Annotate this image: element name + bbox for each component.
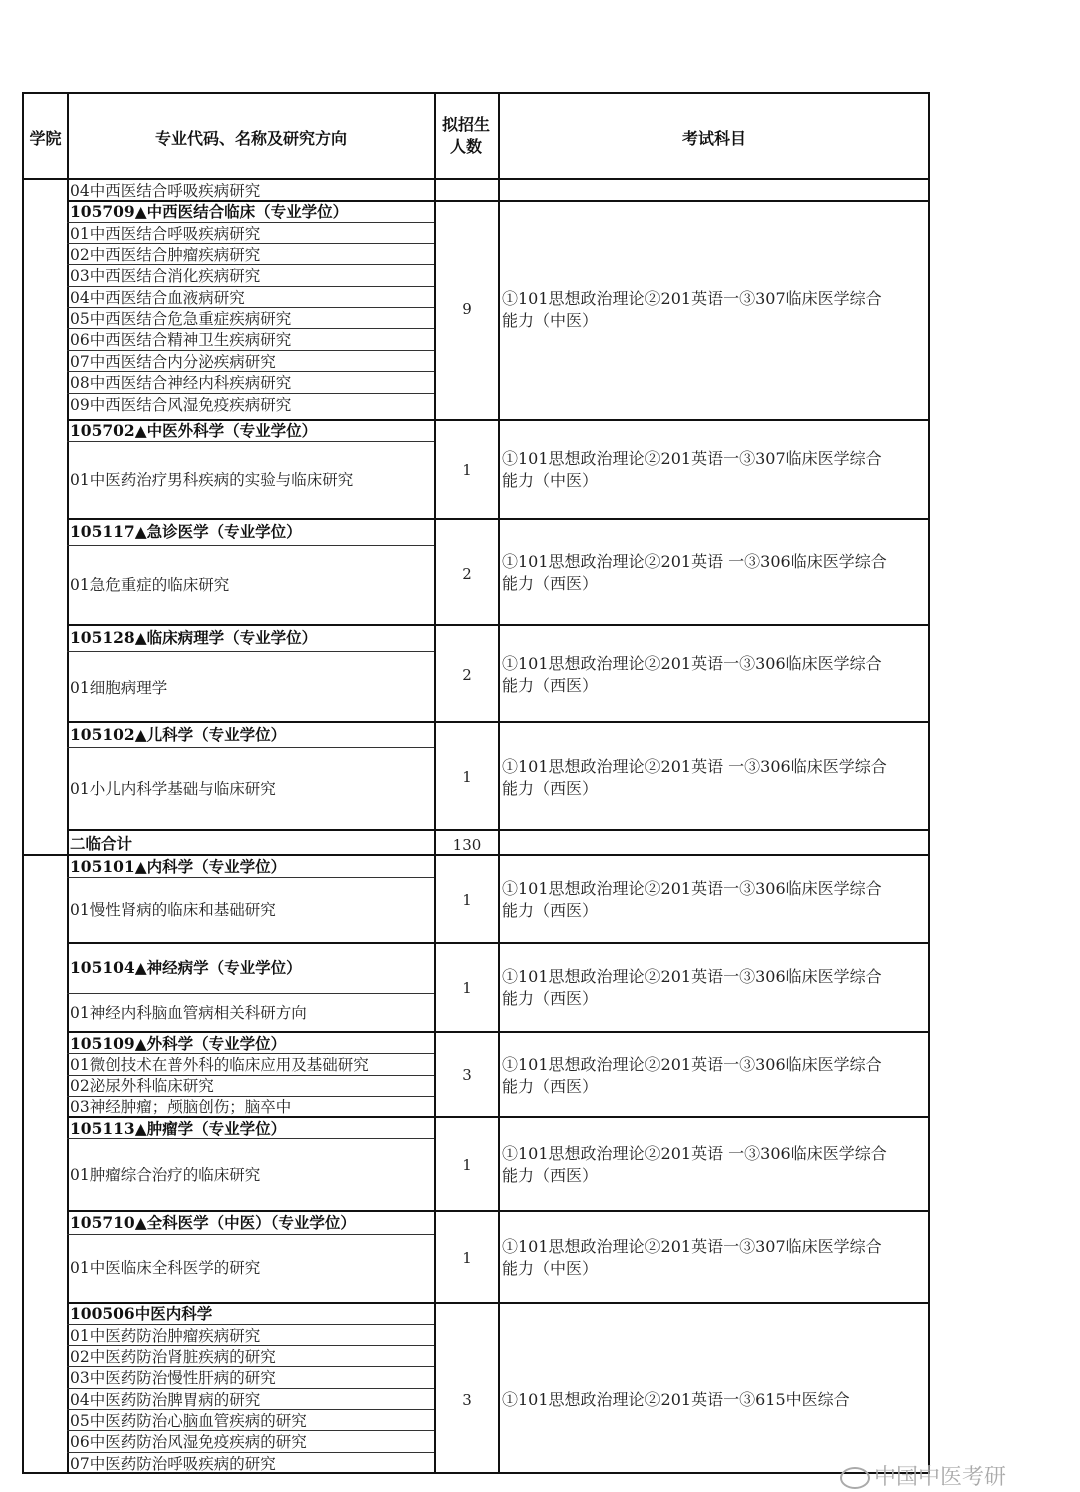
- enrollment-count: 9: [462, 300, 472, 318]
- enrollment-count: 1: [462, 891, 472, 909]
- row-rule: [67, 393, 434, 394]
- exam-line: 能力（西医）: [502, 989, 599, 1008]
- section-rule: [67, 1210, 930, 1212]
- major-title: 105710▲全科医学（中医）（专业学位）: [70, 1213, 356, 1232]
- row-rule: [67, 264, 434, 265]
- exam-subjects: [502, 1389, 930, 1411]
- col-divider-count: [498, 92, 500, 1474]
- direction-line: 05中西医结合危急重症疾病研究: [70, 310, 292, 328]
- exam-subjects: [502, 653, 930, 697]
- exam-line: 能力（西医）: [502, 901, 599, 920]
- section-rule: [67, 721, 930, 723]
- exam-subjects: [502, 1143, 930, 1187]
- major-title: 105128▲临床病理学（专业学位）: [70, 628, 318, 647]
- direction-line: 01中医临床全科医学的研究: [70, 1259, 261, 1277]
- exam-subjects: [502, 1054, 930, 1098]
- direction-line: 04中西医结合血液病研究: [70, 289, 245, 307]
- enrollment-count: 1: [462, 768, 472, 786]
- direction-line: 02泌尿外科临床研究: [70, 1077, 214, 1095]
- section-rule: [67, 1116, 930, 1118]
- exam-line: ①101思想政治理论②201英语一③306临床医学综合: [502, 967, 882, 986]
- row-rule: [67, 441, 434, 442]
- direction-line: 01神经内科脑血管病相关科研方向: [70, 1004, 307, 1022]
- section-rule: [67, 1031, 930, 1033]
- enrollment-count: 2: [462, 565, 472, 583]
- exam-subjects: [502, 878, 930, 922]
- exam-subjects: [502, 1236, 930, 1280]
- row-rule: [67, 307, 434, 308]
- direction-line: 03中西医结合消化疾病研究: [70, 267, 261, 285]
- exam-subjects: [502, 288, 930, 332]
- direction-line: 01中医药防治肿瘤疾病研究: [70, 1327, 261, 1345]
- exam-line: ①101思想政治理论②201英语一③307临床医学综合: [502, 449, 882, 468]
- major-title: 105104▲神经病学（专业学位）: [70, 958, 302, 977]
- row-rule: [67, 651, 434, 652]
- enrollment-count: 2: [462, 666, 472, 684]
- exam-line: 能力（中医）: [502, 311, 599, 330]
- header-major: 专业代码、名称及研究方向: [154, 129, 347, 148]
- section-rule: [22, 854, 930, 856]
- col-divider-college: [67, 92, 69, 1474]
- direction-line: 06中西医结合精神卫生疾病研究: [70, 331, 292, 349]
- major-title: 105113▲肿瘤学（专业学位）: [70, 1119, 287, 1138]
- major-title: 105117▲急诊医学（专业学位）: [70, 522, 302, 541]
- row-rule: [67, 1388, 434, 1389]
- exam-line: 能力（西医）: [502, 676, 599, 695]
- row-rule: [67, 286, 434, 287]
- exam-line: 能力（西医）: [502, 779, 599, 798]
- direction-line: 06中医药防治风湿免疫疾病的研究: [70, 1433, 307, 1451]
- direction-line: 05中医药防治心脑血管疾病的研究: [70, 1412, 307, 1430]
- exam-subjects: [502, 966, 930, 1010]
- row-rule: [67, 328, 434, 329]
- row-rule: [67, 1234, 434, 1235]
- enrollment-count: 3: [462, 1066, 472, 1084]
- exam-line: ①101思想政治理论②201英语 一③306临床医学综合: [502, 757, 887, 776]
- direction-line: 08中西医结合神经内科疾病研究: [70, 374, 292, 392]
- watermark-text: 中国中医考研: [874, 1465, 1007, 1490]
- row-rule: [67, 747, 434, 748]
- row-rule: [67, 1345, 434, 1346]
- enrollment-count: 1: [462, 979, 472, 997]
- section-rule: [67, 829, 930, 831]
- section-rule: [67, 518, 930, 520]
- header-bottom-rule: [22, 178, 930, 180]
- wechat-icon: [840, 1467, 870, 1489]
- direction-line: 01微创技术在普外科的临床应用及基础研究: [70, 1056, 369, 1074]
- exam-subjects: [502, 448, 930, 492]
- major-title: 105109▲外科学（专业学位）: [70, 1034, 287, 1053]
- enrollment-count: 3: [462, 1391, 472, 1409]
- exam-line: 能力（西医）: [502, 574, 599, 593]
- major-title: 100506中医内科学: [70, 1304, 213, 1323]
- direction-line: 01中医药治疗男科疾病的实验与临床研究: [70, 471, 354, 489]
- subtotal-count: 130: [452, 836, 482, 854]
- direction-line: 04中医药防治脾胃病的研究: [70, 1391, 261, 1409]
- exam-subjects: [502, 551, 930, 595]
- row-rule: [67, 1138, 434, 1139]
- direction-line: 01小儿内科学基础与临床研究: [70, 780, 276, 798]
- row-rule: [67, 1366, 434, 1367]
- exam-line: ①101思想政治理论②201英语 一③306临床医学综合: [502, 1144, 887, 1163]
- header-count: 拟招生人数: [441, 115, 490, 156]
- direction-line: 07中西医结合内分泌疾病研究: [70, 353, 276, 371]
- row-rule: [67, 1096, 434, 1097]
- direction-line: 01细胞病理学: [70, 679, 168, 697]
- direction-line: 02中西医结合肿瘤疾病研究: [70, 246, 261, 264]
- exam-line: 能力（中医）: [502, 471, 599, 490]
- row-rule: [67, 1075, 434, 1076]
- exam-subjects: [502, 756, 930, 800]
- direction-line: 01慢性肾病的临床和基础研究: [70, 901, 276, 919]
- enrollment-count: 1: [462, 461, 472, 479]
- header-exam: 考试科目: [681, 129, 746, 148]
- exam-line: 能力（西医）: [502, 1166, 599, 1185]
- exam-line: ①101思想政治理论②201英语一③306临床医学综合: [502, 1055, 882, 1074]
- direction-line: 01肿瘤综合治疗的临床研究: [70, 1166, 261, 1184]
- subtotal-label: 二临合计: [70, 834, 133, 853]
- major-title: 105709▲中西医结合临床（专业学位）: [70, 202, 349, 221]
- section-rule: [67, 624, 930, 626]
- exam-line: 能力（中医）: [502, 1259, 599, 1278]
- exam-line: ①101思想政治理论②201英语一③307临床医学综合: [502, 289, 882, 308]
- row-rule: [67, 993, 434, 994]
- major-title: 105702▲中医外科学（专业学位）: [70, 421, 318, 440]
- row-rule: [67, 350, 434, 351]
- row-rule: [67, 1053, 434, 1054]
- enrollment-count: 1: [462, 1249, 472, 1267]
- direction-line: 07中医药防治呼吸疾病的研究: [70, 1455, 276, 1473]
- exam-line: ①101思想政治理论②201英语一③615中医综合: [502, 1390, 850, 1409]
- direction-line: 09中西医结合风湿免疫疾病研究: [70, 396, 292, 414]
- exam-line: ①101思想政治理论②201英语一③307临床医学综合: [502, 1237, 882, 1256]
- row-rule: [67, 243, 434, 244]
- section-rule: [67, 942, 930, 944]
- direction-line: 02中医药防治肾脏疾病的研究: [70, 1348, 276, 1366]
- header-college: 学院: [29, 129, 62, 148]
- exam-line: 能力（西医）: [502, 1077, 599, 1096]
- row-rule: [67, 371, 434, 372]
- row-rule: [67, 545, 434, 546]
- major-title: 105101▲内科学（专业学位）: [70, 857, 287, 876]
- direction-line: 04中西医结合呼吸疾病研究: [70, 182, 261, 200]
- row-rule: [67, 1452, 434, 1453]
- direction-line: 01急危重症的临床研究: [70, 576, 230, 594]
- exam-line: ①101思想政治理论②201英语一③306临床医学综合: [502, 654, 882, 673]
- exam-line: ①101思想政治理论②201英语 一③306临床医学综合: [502, 552, 887, 571]
- major-title: 105102▲儿科学（专业学位）: [70, 725, 287, 744]
- row-rule: [67, 1430, 434, 1431]
- row-rule: [67, 222, 434, 223]
- enrollment-count: 1: [462, 1156, 472, 1174]
- row-rule: [67, 1324, 434, 1325]
- direction-line: 03中医药防治慢性肝病的研究: [70, 1369, 276, 1387]
- exam-line: ①101思想政治理论②201英语一③306临床医学综合: [502, 879, 882, 898]
- watermark: [840, 1460, 1006, 1491]
- direction-line: 01中西医结合呼吸疾病研究: [70, 225, 261, 243]
- direction-line: 03神经肿瘤；颅脑创伤；脑卒中: [70, 1098, 292, 1116]
- row-rule: [67, 877, 434, 878]
- row-rule: [67, 1409, 434, 1410]
